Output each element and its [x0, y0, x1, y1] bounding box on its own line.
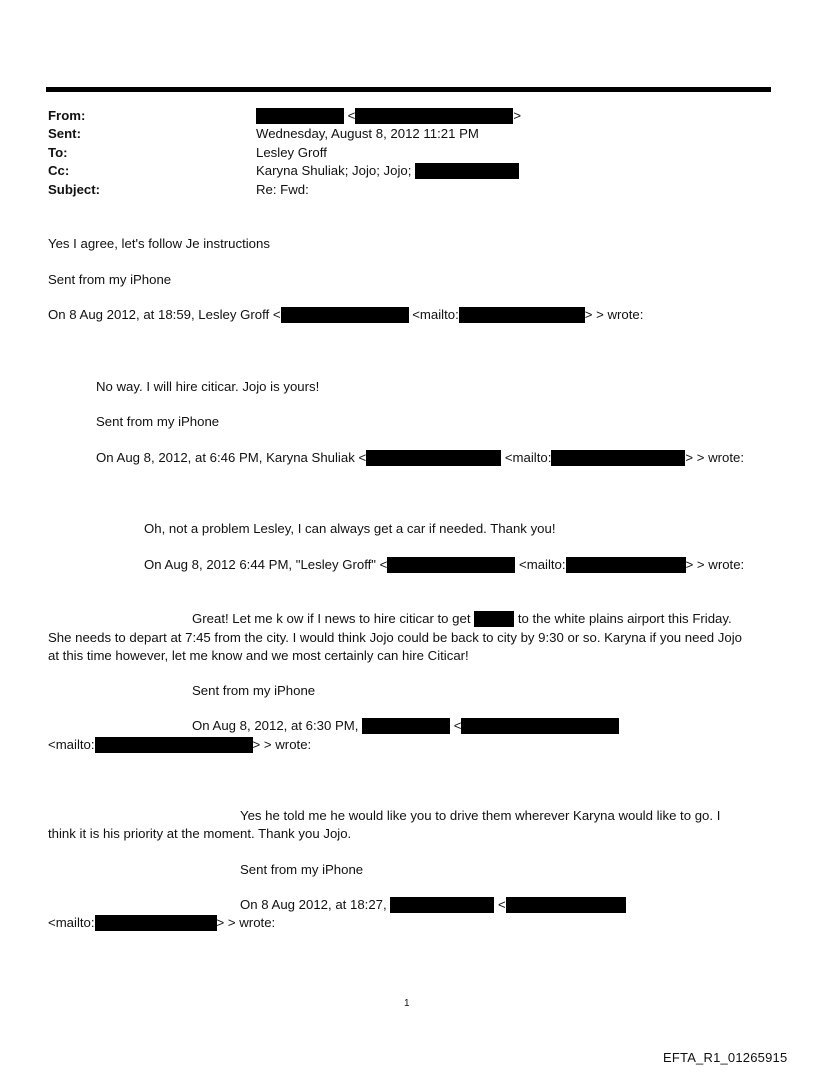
quote-header-2	[96, 450, 744, 466]
signature: Sent from my iPhone	[240, 862, 364, 877]
mailto-text: <mailto:	[412, 307, 459, 322]
document-id: EFTA_R1_01265915	[663, 1050, 788, 1065]
quote-prefix: On 8 Aug 2012, at 18:59, Lesley Groff <	[48, 307, 281, 322]
quote-prefix: On Aug 8, 2012, at 6:30 PM,	[192, 718, 359, 733]
redaction-block	[390, 897, 494, 913]
signature: Sent from my iPhone	[96, 414, 220, 429]
subject-value: Re: Fwd:	[256, 182, 309, 197]
quote-header-4-mailto	[48, 737, 311, 753]
sent-value: Wednesday, August 8, 2012 11:21 PM	[256, 126, 479, 141]
message-text: to the white plains airport this Friday.	[517, 611, 732, 626]
sent-label: Sent:	[48, 126, 81, 141]
cc-label: Cc:	[48, 163, 70, 178]
from-lt: <	[347, 108, 356, 123]
mailto-text: <mailto:	[504, 450, 552, 465]
cc-names: Karyna Shuliak; Jojo; Jojo;	[256, 163, 412, 178]
quote-prefix: On Aug 8, 2012 6:44 PM, "Lesley Groff" <	[144, 557, 388, 572]
page-number: 1	[404, 998, 410, 1009]
from-value	[256, 108, 521, 124]
message-1: No way. I will hire citicar. Jojo is yours!	[96, 379, 320, 394]
redaction-block	[566, 557, 686, 573]
message-3-line-1	[192, 611, 732, 627]
quote-prefix: On 8 Aug 2012, at 18:27,	[240, 897, 387, 912]
message-3-line-3: at this time however, let me know and we most certainly can hire Citicar!	[48, 648, 469, 663]
redaction-block	[459, 307, 585, 323]
message-text: Great! Let me k ow if I news to hire citicar to get	[192, 611, 471, 626]
mailto-text: <mailto:	[48, 915, 95, 930]
message-4-line-2: think it is his priority at the moment. Thank you Jojo.	[48, 826, 352, 841]
from-gt: >	[513, 108, 522, 123]
redaction-block	[355, 108, 513, 124]
mailto-text: <mailto:	[519, 557, 566, 572]
redaction-block	[506, 897, 626, 913]
redaction-block	[95, 915, 217, 931]
signature: Sent from my iPhone	[192, 683, 316, 698]
message-2: Oh, not a problem Lesley, I can always get a car if needed. Thank you!	[144, 521, 556, 536]
to-label: To:	[48, 145, 68, 160]
header-rule	[46, 87, 771, 92]
redaction-block	[281, 307, 409, 323]
cc-value	[256, 163, 519, 179]
quote-suffix: > > wrote:	[685, 450, 745, 465]
reply-text: Yes I agree, let's follow Je instructions	[48, 236, 270, 251]
signature: Sent from my iPhone	[48, 272, 172, 287]
quote-header-3	[144, 557, 744, 573]
quote-prefix: On Aug 8, 2012, at 6:46 PM, Karyna Shuliak <	[96, 450, 367, 465]
redaction-block	[256, 108, 344, 124]
redaction-block	[474, 611, 514, 627]
quote-suffix: > > wrote:	[685, 557, 745, 572]
redaction-block	[387, 557, 515, 573]
redaction-block	[551, 450, 685, 466]
quote-header-4	[192, 718, 619, 734]
redaction-block	[461, 718, 619, 734]
mailto-text: <mailto:	[48, 737, 95, 752]
quote-lt: <	[453, 718, 462, 733]
quote-suffix: > > wrote:	[216, 915, 276, 930]
redaction-block	[362, 718, 450, 734]
quote-suffix: > > wrote:	[252, 737, 312, 752]
quote-header-5	[240, 897, 626, 913]
redaction-block	[415, 163, 519, 179]
quote-suffix: > > wrote:	[584, 307, 644, 322]
redaction-block	[366, 450, 501, 466]
to-value: Lesley Groff	[256, 145, 327, 160]
from-label: From:	[48, 108, 86, 123]
message-3-line-2: She needs to depart at 7:45 from the city. I would think Jojo could be back to city by 9:30 or so. Karyna if you need Jojo	[48, 630, 742, 645]
subject-label: Subject:	[48, 182, 101, 197]
quote-header-5-mailto	[48, 915, 275, 931]
quote-lt: <	[498, 897, 506, 912]
redaction-block	[95, 737, 253, 753]
quote-header-1	[48, 307, 643, 323]
message-4-line-1: Yes he told me he would like you to drive them wherever Karyna would like to go. I	[240, 808, 721, 823]
